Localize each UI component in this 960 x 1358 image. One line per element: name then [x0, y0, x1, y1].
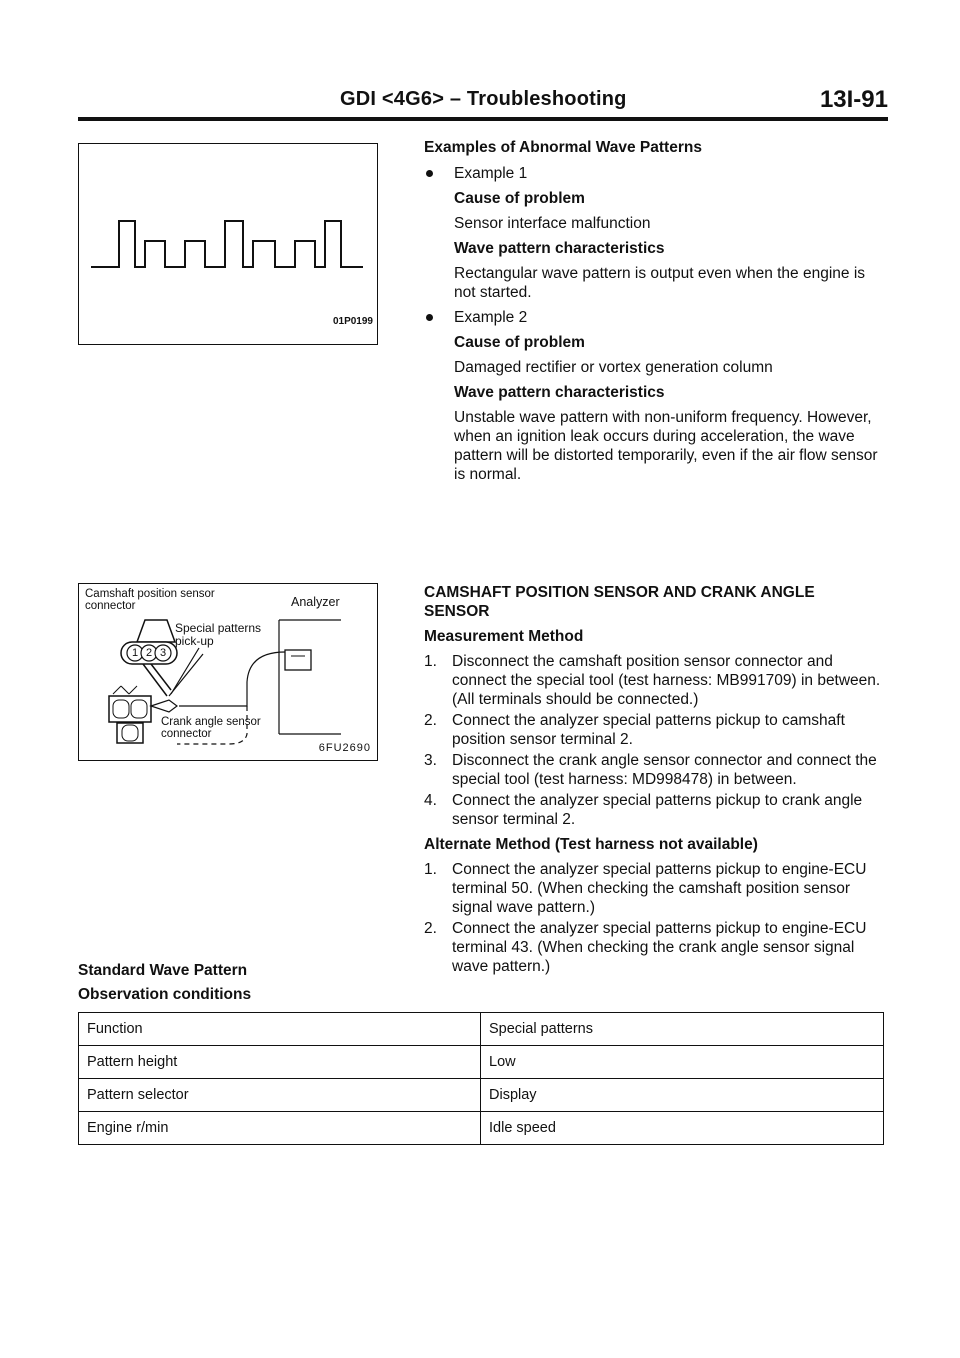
- table-cell-value: Idle speed: [481, 1112, 884, 1145]
- abnormal-heading: Examples of Abnormal Wave Patterns: [424, 139, 702, 156]
- figure-code: 6FU2690: [318, 742, 371, 754]
- example-1-characteristics: Rectangular wave pattern is output even when the engine is not started.: [454, 265, 866, 301]
- abnormal-section: [424, 138, 884, 484]
- method-step-3: 3. Disconnect the crank angle sensor connector and connect the special tool (test harness: MD998478) in between.: [424, 752, 877, 788]
- example-1-cause-heading: Cause of problem: [454, 190, 585, 207]
- pin-1-label: 1: [132, 647, 139, 659]
- connection-diagram: [78, 583, 378, 761]
- example-1-char-heading: Wave pattern characteristics: [454, 240, 665, 257]
- example-2-char-heading: Wave pattern characteristics: [454, 384, 665, 401]
- method-step-4: 4. Connect the analyzer special patterns pickup to crank angle sensor terminal 2.: [424, 792, 863, 828]
- standard-wave-heading: Standard Wave Pattern: [78, 962, 248, 979]
- example-2-cause: Damaged rectifier or vortex generation column: [454, 359, 773, 376]
- observation-conditions-table: [78, 1012, 884, 1145]
- page-title: GDI <4G6> – Troubleshooting: [340, 88, 627, 110]
- table-cell-label: Pattern selector: [79, 1079, 481, 1112]
- method-step-1: 1. Disconnect the camshaft position sensor connector and connect the special tool (test harness: MB991709) in between. (All terminals should be connected.): [424, 653, 881, 708]
- figure-code: 01P0199: [332, 316, 373, 327]
- table-cell-value: Low: [481, 1046, 884, 1079]
- label-camshaft-connector: Camshaft position sensor connector: [85, 588, 215, 612]
- table-cell-value: Display: [481, 1079, 884, 1112]
- method-step-2: 2. Connect the analyzer special patterns pickup to camshaft position sensor terminal 2.: [424, 712, 845, 748]
- example-2-label: Example 2: [424, 308, 884, 327]
- observation-conditions-heading: Observation conditions: [78, 986, 252, 1003]
- alt-step-2: 2. Connect the analyzer special patterns pickup to engine-ECU terminal 43. (When checking the crank angle sensor signal wave pattern.): [424, 920, 867, 975]
- example-2-cause-heading: Cause of problem: [454, 334, 585, 351]
- abnormal-wave-figure: [78, 143, 378, 345]
- table-cell-label: Function: [79, 1013, 481, 1046]
- table-row: [79, 1013, 884, 1046]
- alternate-method-heading: Alternate Method (Test harness not available): [424, 836, 758, 853]
- example-1-cause: Sensor interface malfunction: [454, 215, 651, 232]
- table-row: [79, 1112, 884, 1145]
- table-row: [79, 1046, 884, 1079]
- measurement-method-heading: Measurement Method: [424, 628, 584, 645]
- example-1-label: Example 1: [424, 164, 884, 183]
- pin-3-label: 3: [160, 647, 167, 659]
- table-row: [79, 1079, 884, 1112]
- table-cell-label: Pattern height: [79, 1046, 481, 1079]
- label-special-patterns: Special patterns pick-up: [175, 621, 262, 648]
- rectangular-wave-graphic: [79, 144, 377, 344]
- table-cell-label: Engine r/min: [79, 1112, 481, 1145]
- example-2-characteristics: Unstable wave pattern with non-uniform frequency. However, when an ignition leak occurs during acceleration, the wave pattern will be distorted temporarily, even if the air flow sensor is normal.: [454, 409, 878, 483]
- pin-2-label: 2: [146, 647, 153, 659]
- header-rule: [78, 117, 888, 121]
- label-crank-connector: Crank angle sensor connector: [161, 716, 261, 740]
- sensor-section: [424, 583, 884, 976]
- table-cell-value: Special patterns: [481, 1013, 884, 1046]
- label-analyzer: Analyzer: [291, 595, 340, 609]
- sensor-heading: CAMSHAFT POSITION SENSOR AND CRANK ANGLE SENSOR: [424, 584, 815, 620]
- alt-step-1: 1. Connect the analyzer special patterns pickup to engine-ECU terminal 50. (When checking the camshaft position sensor signal wave pattern.): [424, 861, 867, 916]
- page-number: 13I-91: [819, 86, 888, 113]
